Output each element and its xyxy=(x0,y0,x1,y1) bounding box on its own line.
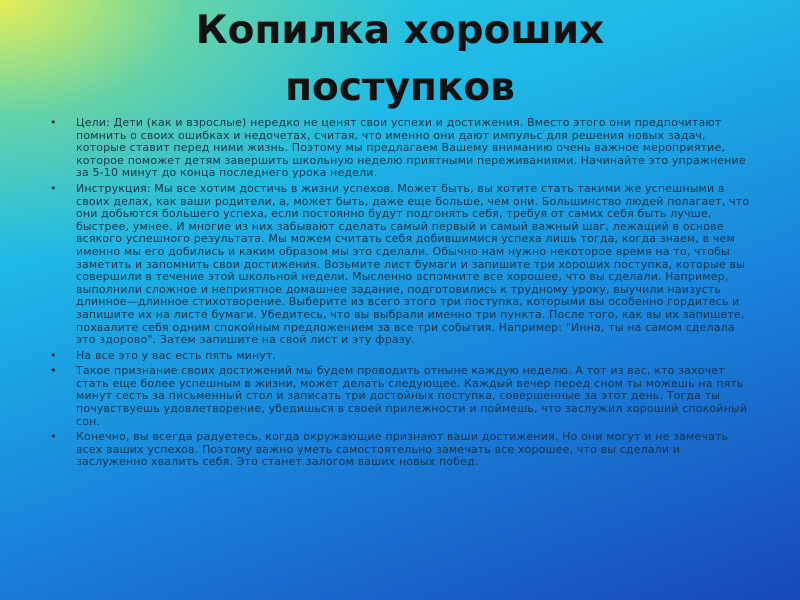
paragraph-time-limit xyxy=(50,350,752,363)
bullet-icon: • xyxy=(50,181,57,195)
bullet-icon: • xyxy=(50,116,57,129)
slide-title-line-1: Копилка хороших xyxy=(195,8,605,53)
paragraph-text: На все это у вас есть пять минут. xyxy=(76,348,277,362)
paragraph-text: Инструкция: Мы все хотим достичь в жизни успехов. Может быть, вы хотите стать такими же успешными в своих делах, как ваши родители, а, может быть, даже еще больше, чем они. Большинство людей полагает, что они добьются большего успеха, если постоянно будут подгонять себя, требуя от самих себя быть лучше, быстрее, умнее. И многие из них забывают сделать самый первый и самый важный шаг, лежащий в основе всякого успешного результата. Мы можем считать себя добившимися успеха лишь тогда, когда знаем, в чем именно мы его добились и каким образом мы это сделали. Обычно нам нужно некоторое время на то, чтобы заметить и запомнить свои достижения. Возьмите лист бумаги и запишите три хороших поступка, которые вы совершили в течение этой школьной недели. Мысленно вспомните все хорошее, что вы сделали. Например, выполнили сложное и неприятное домашнее задание, подготовились к трудному уроку, выучили наизусть длинное—длинное стихотворение. Выберите из всего этого три поступка, которыми вы особенно гордитесь и запишите их на листе бумаги. Убедитесь, что вы выбрали именно три пункта. После того, как вы их запишете, похвалите себя одним спокойным предложением за все три события. Например: "Инна, ты на самом сделала это здорово". Затем запишите на свой лист и эту фразу. xyxy=(76,181,750,347)
slide-body-list xyxy=(50,117,752,472)
paragraph-goals xyxy=(50,117,752,180)
slide-title xyxy=(0,2,800,116)
paragraph-text: Конечно, вы всегда радуетесь, когда окружающие признают ваши достижения. Но они могут и не замечать всех ваших успехов. Поэтому важно уметь самостоятельно замечать все хорошее, что вы сделали и заслуженно хвалить себя. Это станет залогом ваших новых побед. xyxy=(76,430,729,469)
bullet-icon: • xyxy=(50,364,57,378)
paragraph-self-praise xyxy=(50,431,752,469)
paragraph-instruction xyxy=(50,183,752,347)
paragraph-text: Цели: Дети (как и взрослые) нередко не ценят свои успехи и достижения. Вместо этого они предпочитают помнить о своих ошибках и недочетах, считая, что именно они дают импульс для решения новых задач, которые ставит перед ними жизнь. Поэтому мы предлагаем Вашему вниманию очень важное мероприятие, которое поможет детям завершить школьную неделю приятными переживаниями. Начинайте это упражнение за 5-10 минут до конца последнего урока недели. xyxy=(76,116,746,180)
bullet-icon: • xyxy=(50,348,57,362)
bullet-icon: • xyxy=(50,430,57,444)
slide-title-line-2: поступков xyxy=(285,65,515,110)
paragraph-text: Такое признание своих достижений мы будем проводить отныне каждую неделю. А тот из вас, кто захочет стать еще более успешным в жизни, может делать следующее. Каждый вечер перед сном ты можешь на пять минут сесть за письменный стол и записать три достойных поступка, совершенные за этот день. Тогда ты почувствуешь удовлетворение, убедишься в своей прилежности и поймешь, что заслужил хороший спокойный сон. xyxy=(76,364,748,428)
paragraph-weekly-recognition xyxy=(50,365,752,428)
